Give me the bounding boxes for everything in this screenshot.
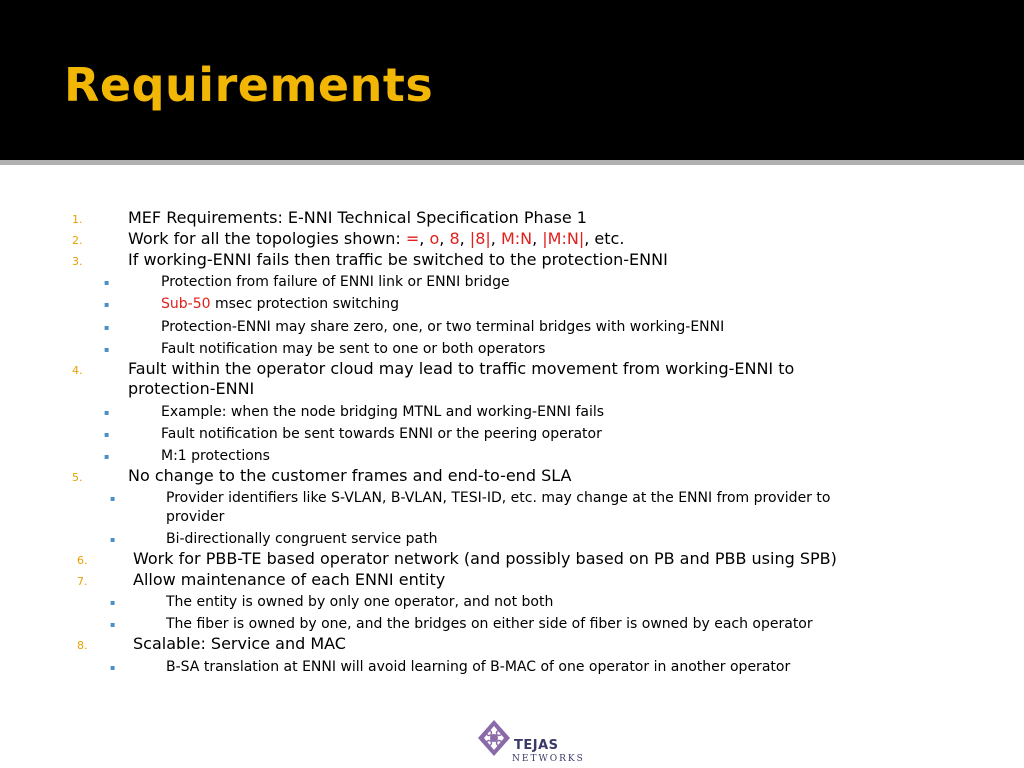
topology-label: M:N [500,229,533,248]
header-divider [0,160,1024,165]
item-number: 3. [72,255,83,268]
bullet-icon: ▪ [104,345,110,354]
sub-item: Fault notification be sent towards ENNI or the peering operator [161,426,602,442]
logo-name: TEJAS [514,738,559,753]
item-number: 8. [77,639,88,652]
item-text: Work for all the topologies shown: [128,229,406,248]
bullet-icon: ▪ [110,620,116,629]
list-item: Work for all the topologies shown: =, o, 8, |8|, M:N, |M:N|, etc. [128,229,625,248]
bullet-icon: ▪ [110,663,116,672]
bullet-icon: ▪ [104,452,110,461]
list-item-continuation: protection-ENNI [128,379,255,398]
topology-label: |8| [469,229,491,248]
bullet-icon: ▪ [110,494,116,503]
item-text: , etc. [584,229,625,248]
sub-item: Sub-50 msec protection switching [161,296,399,312]
item-number: 2. [72,234,83,247]
sub-item: The fiber is owned by one, and the bridges on either side of fiber is owned by each operator [166,616,813,632]
bullet-icon: ▪ [104,300,110,309]
list-item: MEF Requirements: E-NNI Technical Specification Phase 1 [128,208,587,227]
title-bar [0,0,1024,160]
bullet-icon: ▪ [104,278,110,287]
list-item: Allow maintenance of each ENNI entity [133,570,446,589]
sub-item: Fault notification may be sent to one or both operators [161,341,546,357]
item-number: 7. [77,575,88,588]
sub-item: The entity is owned by only one operator, and not both [166,594,554,610]
item-number: 1. [72,213,83,226]
sub-item: B-SA translation at ENNI will avoid learning of B-MAC of one operator in another operator [166,659,791,675]
item-number: 4. [72,364,83,377]
list-item: Scalable: Service and MAC [133,634,346,653]
knot-logo-icon [476,718,512,764]
bullet-icon: ▪ [104,408,110,417]
topology-label: o [429,229,440,248]
topology-label: 8 [449,229,460,248]
topology-label: = [405,229,420,248]
list-item: Fault within the operator cloud may lead to traffic movement from working-ENNI to [128,359,795,378]
bullet-icon: ▪ [110,598,116,607]
slide-title: Requirements [64,58,434,112]
bullet-icon: ▪ [104,430,110,439]
sub-item: Example: when the node bridging MTNL and working-ENNI fails [161,404,605,420]
sub-item: Protection-ENNI may share zero, one, or two terminal bridges with working-ENNI [161,319,725,335]
sub-item: Bi-directionally congruent service path [166,531,438,547]
bullet-icon: ▪ [104,323,110,332]
logo-subtitle: NETWORKS [512,754,585,764]
sub-item: Provider identifiers like S-VLAN, B-VLAN, TESI-ID, etc. may change at the ENNI from provider to [166,490,831,506]
item-number: 5. [72,471,83,484]
sub-item: Protection from failure of ENNI link or ENNI bridge [161,274,510,290]
item-number: 6. [77,554,88,567]
topology-label: |M:N| [542,229,585,248]
sub-item-continuation: provider [166,509,225,525]
list-item: If working-ENNI fails then traffic be switched to the protection-ENNI [128,250,668,269]
bullet-icon: ▪ [110,535,116,544]
highlight-text: Sub-50 [161,296,211,312]
list-item: Work for PBB-TE based operator network (and possibly based on PB and PBB using SPB) [133,549,837,568]
sub-item: M:1 protections [161,448,270,464]
list-item: No change to the customer frames and end-to-end SLA [128,466,572,485]
tejas-logo [476,716,588,768]
